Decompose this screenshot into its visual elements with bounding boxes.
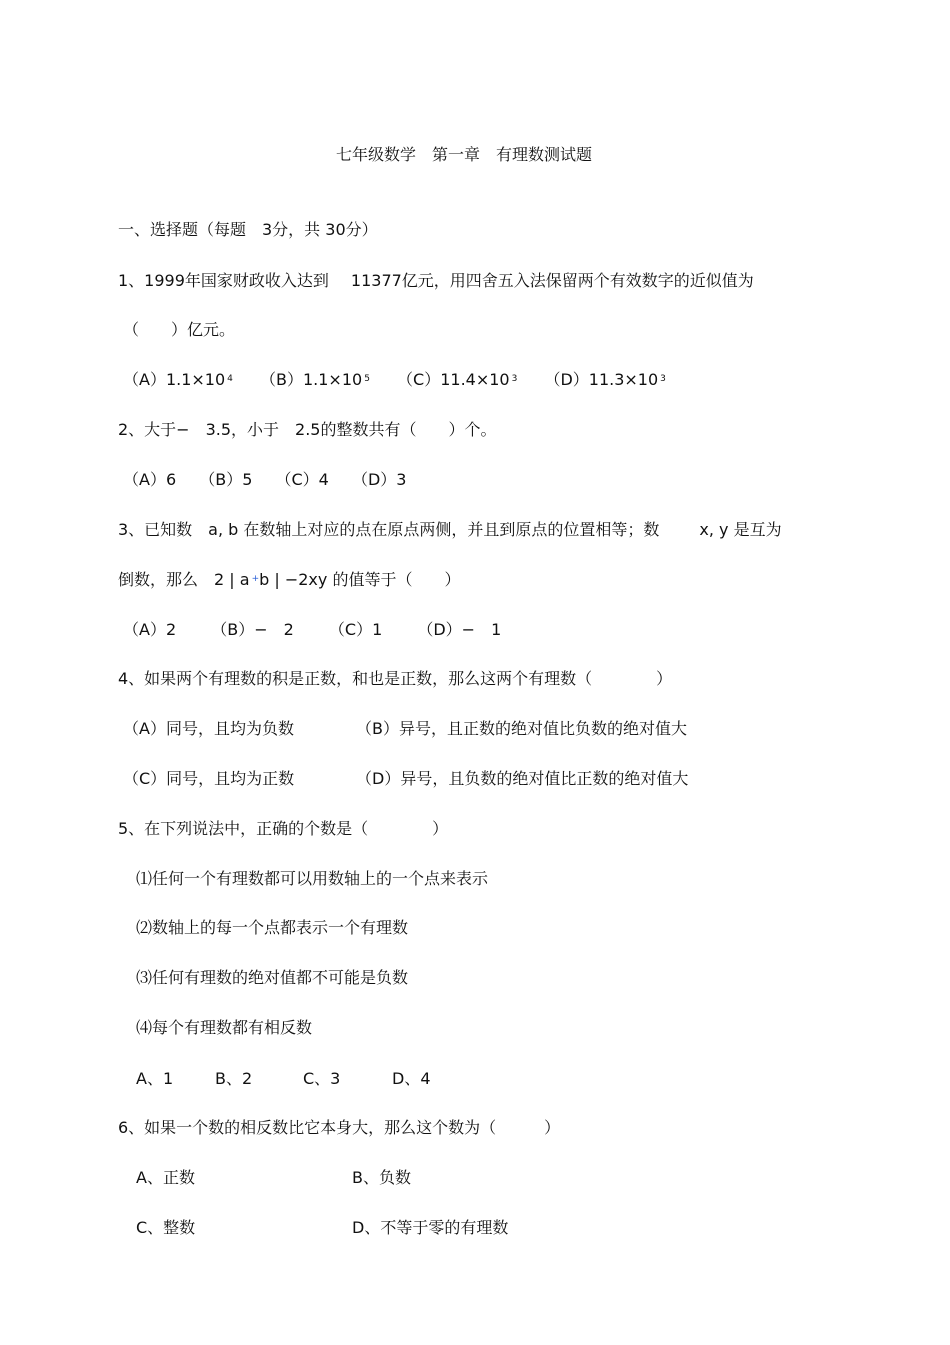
question-1-stem (118, 271, 754, 291)
question-2-option-a: （A）6 (123, 470, 177, 489)
question-1-option-c (397, 370, 517, 393)
question-1-stem-part2: 11377亿元，用四舍五入法保留两个有效数字的近似值为 (350, 271, 754, 290)
question-3-expression-end: b | −2xy 的值等于（ ） (259, 570, 461, 589)
question-4-option-a: （A）同号，且均为负数 (123, 719, 294, 738)
option-exponent: 3 (660, 374, 666, 384)
question-5-options (136, 1069, 431, 1089)
option-exponent: 4 (227, 374, 233, 384)
question-5-statement-4: ⑷每个有理数都有相反数 (136, 1018, 313, 1037)
question-3-option-c: （C）1 (328, 620, 383, 639)
question-2-stem: 2、大于− 3.5，小于 2.5的整数共有（ ）个。 (118, 420, 497, 439)
option-exponent: 3 (511, 374, 518, 384)
question-6-stem: 6、如果一个数的相反数比它本身大，那么这个数为（ ） (118, 1118, 561, 1137)
question-3-stem-part2: x, y 是互为 (699, 520, 782, 539)
question-5-option-b: B、2 (215, 1069, 253, 1088)
question-1-stem-line2: （ ）亿元。 (123, 320, 236, 339)
section-heading: 一、选择题（每题 3分，共 30分） (118, 220, 378, 239)
question-4-option-d: （D）异号，且负数的绝对值比正数的绝对值大 (356, 769, 689, 788)
option-value: 11.3×10 (588, 370, 659, 389)
question-2-option-b: （B）5 (199, 470, 253, 489)
question-5-statement-1: ⑴任何一个有理数都可以用数轴上的一个点来表示 (136, 869, 489, 888)
question-1-option-b (260, 370, 370, 393)
question-3-option-a: （A）2 (123, 620, 177, 639)
question-3-option-d: （D）− 1 (417, 620, 502, 639)
question-2-option-c: （C）4 (275, 470, 329, 489)
option-value: 11.4×10 (440, 370, 510, 389)
question-3-stem-part1: 3、已知数 a, b 在数轴上对应的点在原点两侧，并且到原点的位置相等；数 (118, 520, 660, 539)
option-exponent: 5 (364, 374, 370, 384)
option-label: （D） (544, 370, 589, 389)
question-3-options (123, 620, 501, 640)
question-5-option-c: C、3 (303, 1069, 341, 1088)
question-6-option-b: B、负数 (352, 1168, 411, 1187)
question-3-stem-line2 (118, 570, 460, 593)
question-4-option-b: （B）异号，且正数的绝对值比负数的绝对值大 (356, 719, 687, 738)
question-5-option-d: D、4 (392, 1069, 431, 1088)
question-3-stem (118, 520, 782, 540)
question-1-option-a (123, 370, 233, 393)
question-1-option-d (544, 370, 665, 393)
question-3-expression-start: 倒数，那么 2 | a (118, 570, 250, 589)
question-2-option-d: （D）3 (351, 470, 407, 489)
plus-sign: + (251, 574, 260, 584)
question-2-options (123, 470, 406, 490)
question-5-statement-2: ⑵数轴上的每一个点都表示一个有理数 (136, 918, 409, 937)
question-6-option-d: D、不等于零的有理数 (352, 1218, 509, 1237)
question-1-options (123, 370, 666, 393)
question-5-stem: 5、在下列说法中，正确的个数是（ ） (118, 819, 449, 838)
question-1-stem-part1: 1、1999年国家财政收入达到 (118, 271, 329, 290)
option-label: （B） (260, 370, 303, 389)
question-3-option-b: （B）− 2 (211, 620, 294, 639)
option-value: 1.1×10 (165, 370, 226, 389)
question-6-option-a: A、正数 (136, 1168, 195, 1187)
option-label: （C） (397, 370, 441, 389)
option-value: 1.1×10 (302, 370, 363, 389)
question-5-option-a: A、1 (136, 1069, 174, 1088)
question-4-option-c: （C）同号，且均为正数 (123, 769, 295, 788)
option-label: （A） (123, 370, 166, 389)
question-4-stem: 4、如果两个有理数的积是正数，和也是正数，那么这两个有理数（ ） (118, 669, 673, 688)
page-title: 七年级数学 第一章 有理数测试题 (336, 145, 593, 164)
question-5-statement-3: ⑶任何有理数的绝对值都不可能是负数 (136, 968, 409, 987)
question-6-option-c: C、整数 (136, 1218, 196, 1237)
